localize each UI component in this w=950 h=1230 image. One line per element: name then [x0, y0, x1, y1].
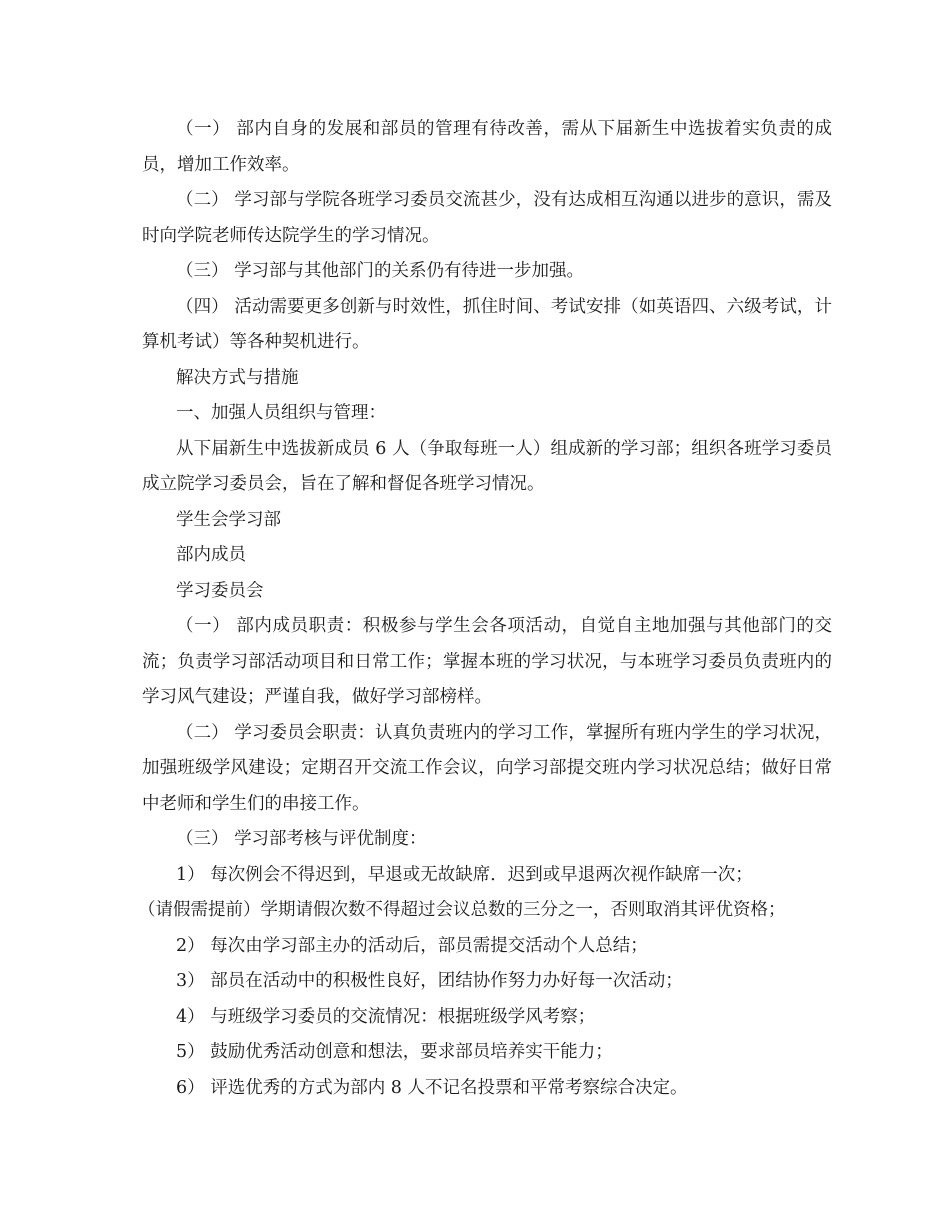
document-body	[138, 112, 832, 1106]
label-study-committee: 学习委员会	[176, 580, 264, 601]
subheading-organization: 一、加强人员组织与管理：	[176, 403, 386, 423]
list-item-6: 6） 评选优秀的方式为部内 8 人不记名投票和平常考察综合决定。	[176, 1077, 688, 1098]
subheading-evaluation: （三） 学习部考核与评优制度：	[176, 829, 427, 849]
list-item-5: 5） 鼓励优秀活动创意和想法，要求部员培养实干能力；	[176, 1042, 613, 1062]
list-item-4: 4） 与班级学习委员的交流情况：根据班级学风考察；	[176, 1006, 596, 1027]
list-item-2: 2） 每次由学习部主办的活动后，部员需提交活动个人总结；	[176, 935, 648, 956]
paragraph-2: （二） 学习部与学院各班学习委员交流甚少，没有达成相互沟通以进步的意识，需及时向学院老师传达院学生的学习情况。	[142, 190, 832, 246]
paragraph-member-duties: （一） 部内成员职责：积极参与学生会各项活动，自觉自主地加强与其他部门的交流；负责学习部活动项目和日常工作；掌握本班的学习状况，与本班学习委员负责班内的学习风气建设；严谨自我，做好学习部榜样。	[142, 616, 832, 707]
label-study-department: 学生会学习部	[176, 509, 281, 530]
list-item-1-continued: （请假需提前）学期请假次数不得超过会议总数的三分之一，否则取消其评优资格；	[138, 900, 786, 920]
paragraph-recruitment: 从下届新生中选拔新成员 6 人（争取每班一人）组成新的学习部；组织各班学习委员成立院学习委员会，旨在了解和督促各班学习情况。	[142, 438, 832, 494]
section-heading-solutions: 解决方式与措施	[176, 367, 299, 388]
list-item-1: 1） 每次例会不得迟到，早退或无故缺席．迟到或早退两次视作缺席一次；	[176, 864, 753, 885]
paragraph-committee-duties: （二） 学习委员会职责：认真负责班内的学习工作，掌握所有班内学生的学习状况，加强班级学风建设；定期召开交流工作会议，向学习部提交班内学习状况总结；做好日常中老师和学生们的串接工作。	[142, 722, 832, 814]
label-department-members: 部内成员	[176, 545, 246, 565]
list-item-3: 3） 部员在活动中的积极性良好，团结协作努力办好每一次活动；	[176, 971, 683, 991]
paragraph-3: （三） 学习部与其他部门的关系仍有待进一步加强。	[176, 261, 585, 281]
paragraph-1: （一） 部内自身的发展和部员的管理有待改善，需从下届新生中选拔着实负责的成员，增加工作效率。	[142, 119, 832, 175]
paragraph-4: （四） 活动需要更多创新与时效性，抓住时间、考试安排（如英语四、六级考试，计算机考试）等各种契机进行。	[142, 296, 832, 352]
